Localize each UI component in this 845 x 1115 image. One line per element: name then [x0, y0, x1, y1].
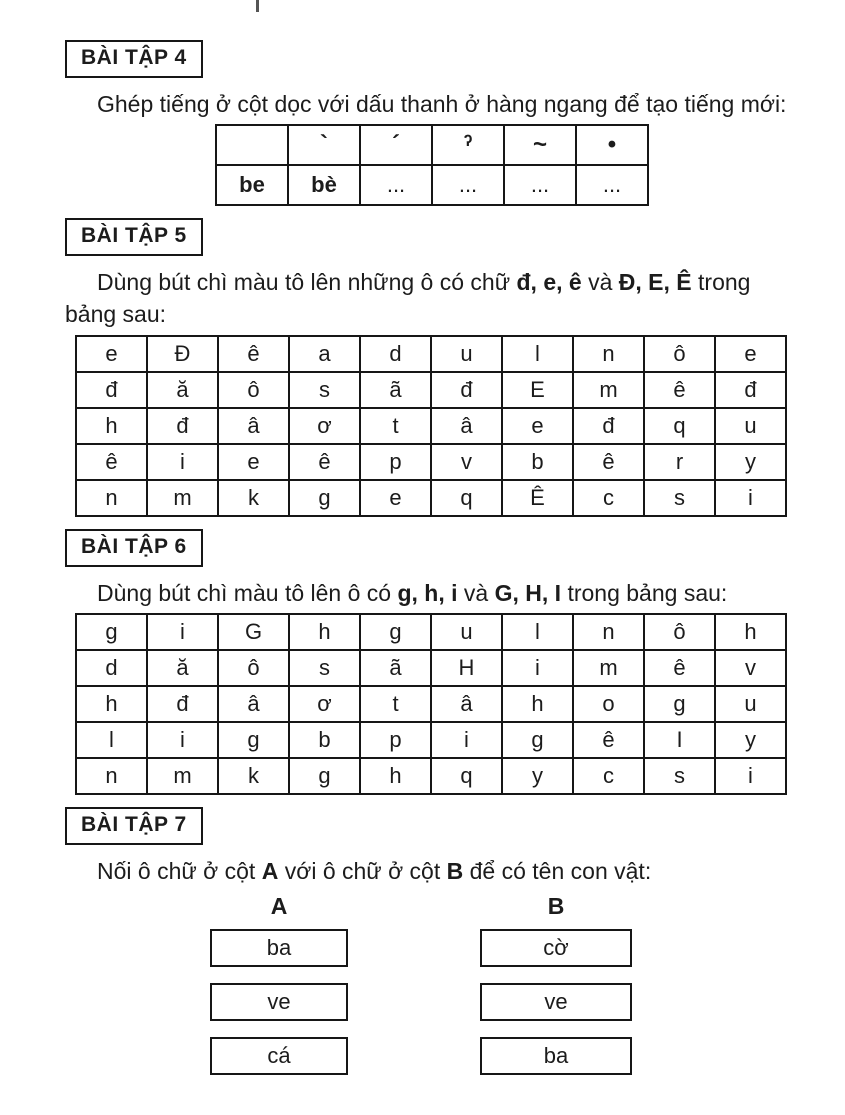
- table-cell: l: [502, 614, 573, 650]
- table-cell: h: [502, 686, 573, 722]
- column-b-header: B: [547, 892, 565, 919]
- table-cell: ô: [218, 372, 289, 408]
- table-cell: q: [431, 758, 502, 794]
- table-cell: ê: [644, 372, 715, 408]
- table-cell: t: [360, 686, 431, 722]
- text-segment: B: [446, 857, 464, 884]
- table-row: [76, 758, 786, 794]
- table-cell: l: [76, 722, 147, 758]
- table-row: [76, 336, 786, 372]
- exercise-4: [65, 40, 790, 206]
- table-cell: e: [502, 408, 573, 444]
- table-cell: ê: [289, 444, 360, 480]
- table-cell: ê: [218, 336, 289, 372]
- table-cell: h: [76, 408, 147, 444]
- table-cell: q: [431, 480, 502, 516]
- table-cell: I: [644, 722, 715, 758]
- table-cell: G: [218, 614, 289, 650]
- table-cell: u: [431, 336, 502, 372]
- table-cell: y: [502, 758, 573, 794]
- table-cell: q: [644, 408, 715, 444]
- table-cell: v: [431, 444, 502, 480]
- table-cell: Ê: [502, 480, 573, 516]
- column-b-boxes: [480, 929, 632, 1091]
- table-row: [76, 722, 786, 758]
- table-cell: ...: [360, 165, 432, 205]
- text-segment: đ, e, ê: [516, 269, 582, 296]
- match-box: cờ: [480, 929, 632, 967]
- table-cell: ê: [573, 722, 644, 758]
- table-cell: r: [644, 444, 715, 480]
- table-cell: ô: [644, 336, 715, 372]
- match-column-b: [480, 893, 632, 1091]
- table-cell: p: [360, 722, 431, 758]
- exercise-4-instruction: [65, 88, 790, 120]
- table-cell: â: [218, 686, 289, 722]
- table-cell: i: [147, 722, 218, 758]
- table-cell: k: [218, 480, 289, 516]
- letter-grid-table-6: [75, 613, 787, 795]
- text-segment: A: [261, 857, 279, 884]
- exercise-5-instruction: [65, 266, 790, 330]
- text-segment: trong bảng sau:: [65, 269, 751, 328]
- table-cell: g: [289, 758, 360, 794]
- table-cell: g: [76, 614, 147, 650]
- table-cell: y: [715, 722, 786, 758]
- table-cell: i: [431, 722, 502, 758]
- table-cell: e: [715, 336, 786, 372]
- table-cell: m: [573, 650, 644, 686]
- table-cell: n: [573, 614, 644, 650]
- exercise-5-title-label: BÀI TẬP 5: [81, 224, 187, 248]
- table-cell: Đ: [147, 336, 218, 372]
- table-cell: k: [218, 758, 289, 794]
- text-segment: g, h, i: [397, 579, 458, 606]
- table-cell: ~: [504, 125, 576, 165]
- table-cell: n: [573, 336, 644, 372]
- table-cell: y: [715, 444, 786, 480]
- text-segment: Ghép tiếng ở cột dọc với dấu thanh ở hàng ngang để tạo tiếng mới:: [97, 91, 787, 117]
- exercise-5-title-box: [65, 218, 203, 256]
- match-box: ve: [480, 983, 632, 1021]
- match-box: ba: [210, 929, 348, 967]
- table-row: [216, 125, 648, 165]
- table-cell: h: [715, 614, 786, 650]
- exercise-6-title-box: [65, 529, 203, 567]
- table-cell: m: [147, 758, 218, 794]
- match-box: ba: [480, 1037, 632, 1075]
- table-cell: a: [289, 336, 360, 372]
- exercise-7-title-label: BÀI TẬP 7: [81, 812, 187, 836]
- table-cell: b: [289, 722, 360, 758]
- text-segment: Đ, E, Ê: [618, 269, 692, 296]
- column-a-header: A: [270, 892, 288, 919]
- table-cell: ...: [504, 165, 576, 205]
- table-cell: [216, 125, 288, 165]
- table-cell: i: [502, 650, 573, 686]
- table-cell: ô: [644, 614, 715, 650]
- table-row: [76, 372, 786, 408]
- table-cell: e: [76, 336, 147, 372]
- table-row: [76, 408, 786, 444]
- table-cell: i: [715, 480, 786, 516]
- table-cell: đ: [715, 372, 786, 408]
- table-cell: u: [715, 408, 786, 444]
- table-row: [76, 650, 786, 686]
- text-segment: với ô chữ ở cột: [278, 857, 447, 884]
- exercise-7-title-box: [65, 807, 203, 845]
- table-row: [76, 686, 786, 722]
- table-row: [76, 614, 786, 650]
- table-cell: n: [76, 480, 147, 516]
- table-cell: ´: [360, 125, 432, 165]
- table-cell: ơ: [289, 686, 360, 722]
- table-cell: â: [218, 408, 289, 444]
- table-cell: p: [360, 444, 431, 480]
- scan-artifact: [256, 0, 259, 12]
- text-segment: Dùng bút chì màu tô lên ô có: [97, 579, 398, 606]
- table-cell: i: [147, 614, 218, 650]
- table-cell: g: [289, 480, 360, 516]
- tone-combination-table: [215, 124, 649, 206]
- matching-section: [65, 893, 790, 1091]
- table-cell: l: [502, 336, 573, 372]
- exercise-7-instruction: [65, 855, 790, 887]
- table-cell: g: [218, 722, 289, 758]
- table-cell: bè: [288, 165, 360, 205]
- table-cell: ê: [573, 444, 644, 480]
- table-cell: v: [715, 650, 786, 686]
- table-cell: d: [360, 336, 431, 372]
- table-cell: â: [431, 408, 502, 444]
- exercise-4-title-label: BÀI TẬP 4: [81, 46, 187, 69]
- exercise-6-instruction: [65, 577, 790, 609]
- table-cell: •: [576, 125, 648, 165]
- table-cell: ê: [644, 650, 715, 686]
- table-cell: đ: [431, 372, 502, 408]
- table-row: [216, 165, 648, 205]
- table-cell: h: [360, 758, 431, 794]
- text-segment: và: [581, 269, 619, 296]
- table-cell: o: [573, 686, 644, 722]
- table-cell: ê: [76, 444, 147, 480]
- text-segment: Nối ô chữ ở cột: [97, 857, 262, 884]
- table-cell: ˀ: [432, 125, 504, 165]
- exercise-6: [65, 529, 790, 795]
- match-box: cá: [210, 1037, 348, 1075]
- exercise-4-title-box: [65, 40, 203, 78]
- table-cell: ...: [432, 165, 504, 205]
- table-cell: h: [76, 686, 147, 722]
- table-cell: t: [360, 408, 431, 444]
- letter-grid-table-5: [75, 335, 787, 517]
- table-cell: h: [289, 614, 360, 650]
- table-cell: ã: [360, 650, 431, 686]
- exercise-7: [65, 807, 790, 1091]
- table-cell: s: [644, 480, 715, 516]
- table-cell: m: [573, 372, 644, 408]
- table-row: [76, 444, 786, 480]
- table-cell: đ: [147, 408, 218, 444]
- exercise-5: [65, 218, 790, 516]
- table-cell: u: [715, 686, 786, 722]
- table-cell: ă: [147, 650, 218, 686]
- table-cell: đ: [573, 408, 644, 444]
- table-cell: g: [644, 686, 715, 722]
- table-cell: đ: [76, 372, 147, 408]
- table-cell: ã: [360, 372, 431, 408]
- text-segment: và: [457, 579, 495, 606]
- table-cell: `: [288, 125, 360, 165]
- table-cell: b: [502, 444, 573, 480]
- column-a-boxes: [210, 929, 348, 1091]
- text-segment: để có tên con vật:: [463, 857, 652, 884]
- table-row: [76, 480, 786, 516]
- table-cell: g: [502, 722, 573, 758]
- table-cell: â: [431, 686, 502, 722]
- table-cell: be: [216, 165, 288, 205]
- table-cell: m: [147, 480, 218, 516]
- table-cell: u: [431, 614, 502, 650]
- table-cell: s: [289, 650, 360, 686]
- match-box: ve: [210, 983, 348, 1021]
- table-cell: H: [431, 650, 502, 686]
- table-cell: i: [147, 444, 218, 480]
- table-cell: c: [573, 758, 644, 794]
- table-cell: E: [502, 372, 573, 408]
- table-cell: ô: [218, 650, 289, 686]
- text-segment: trong bảng sau:: [561, 579, 728, 606]
- table-cell: g: [360, 614, 431, 650]
- text-segment: G, H, I: [494, 579, 562, 606]
- text-segment: Dùng bút chì màu tô lên những ô có chữ: [97, 269, 517, 296]
- table-cell: s: [289, 372, 360, 408]
- table-cell: n: [76, 758, 147, 794]
- table-cell: ă: [147, 372, 218, 408]
- table-cell: đ: [147, 686, 218, 722]
- match-column-a: [210, 893, 348, 1091]
- table-cell: i: [715, 758, 786, 794]
- table-cell: s: [644, 758, 715, 794]
- table-cell: e: [218, 444, 289, 480]
- table-cell: ...: [576, 165, 648, 205]
- exercise-6-title-label: BÀI TẬP 6: [81, 534, 187, 558]
- table-cell: ơ: [289, 408, 360, 444]
- table-cell: d: [76, 650, 147, 686]
- table-cell: c: [573, 480, 644, 516]
- table-cell: e: [360, 480, 431, 516]
